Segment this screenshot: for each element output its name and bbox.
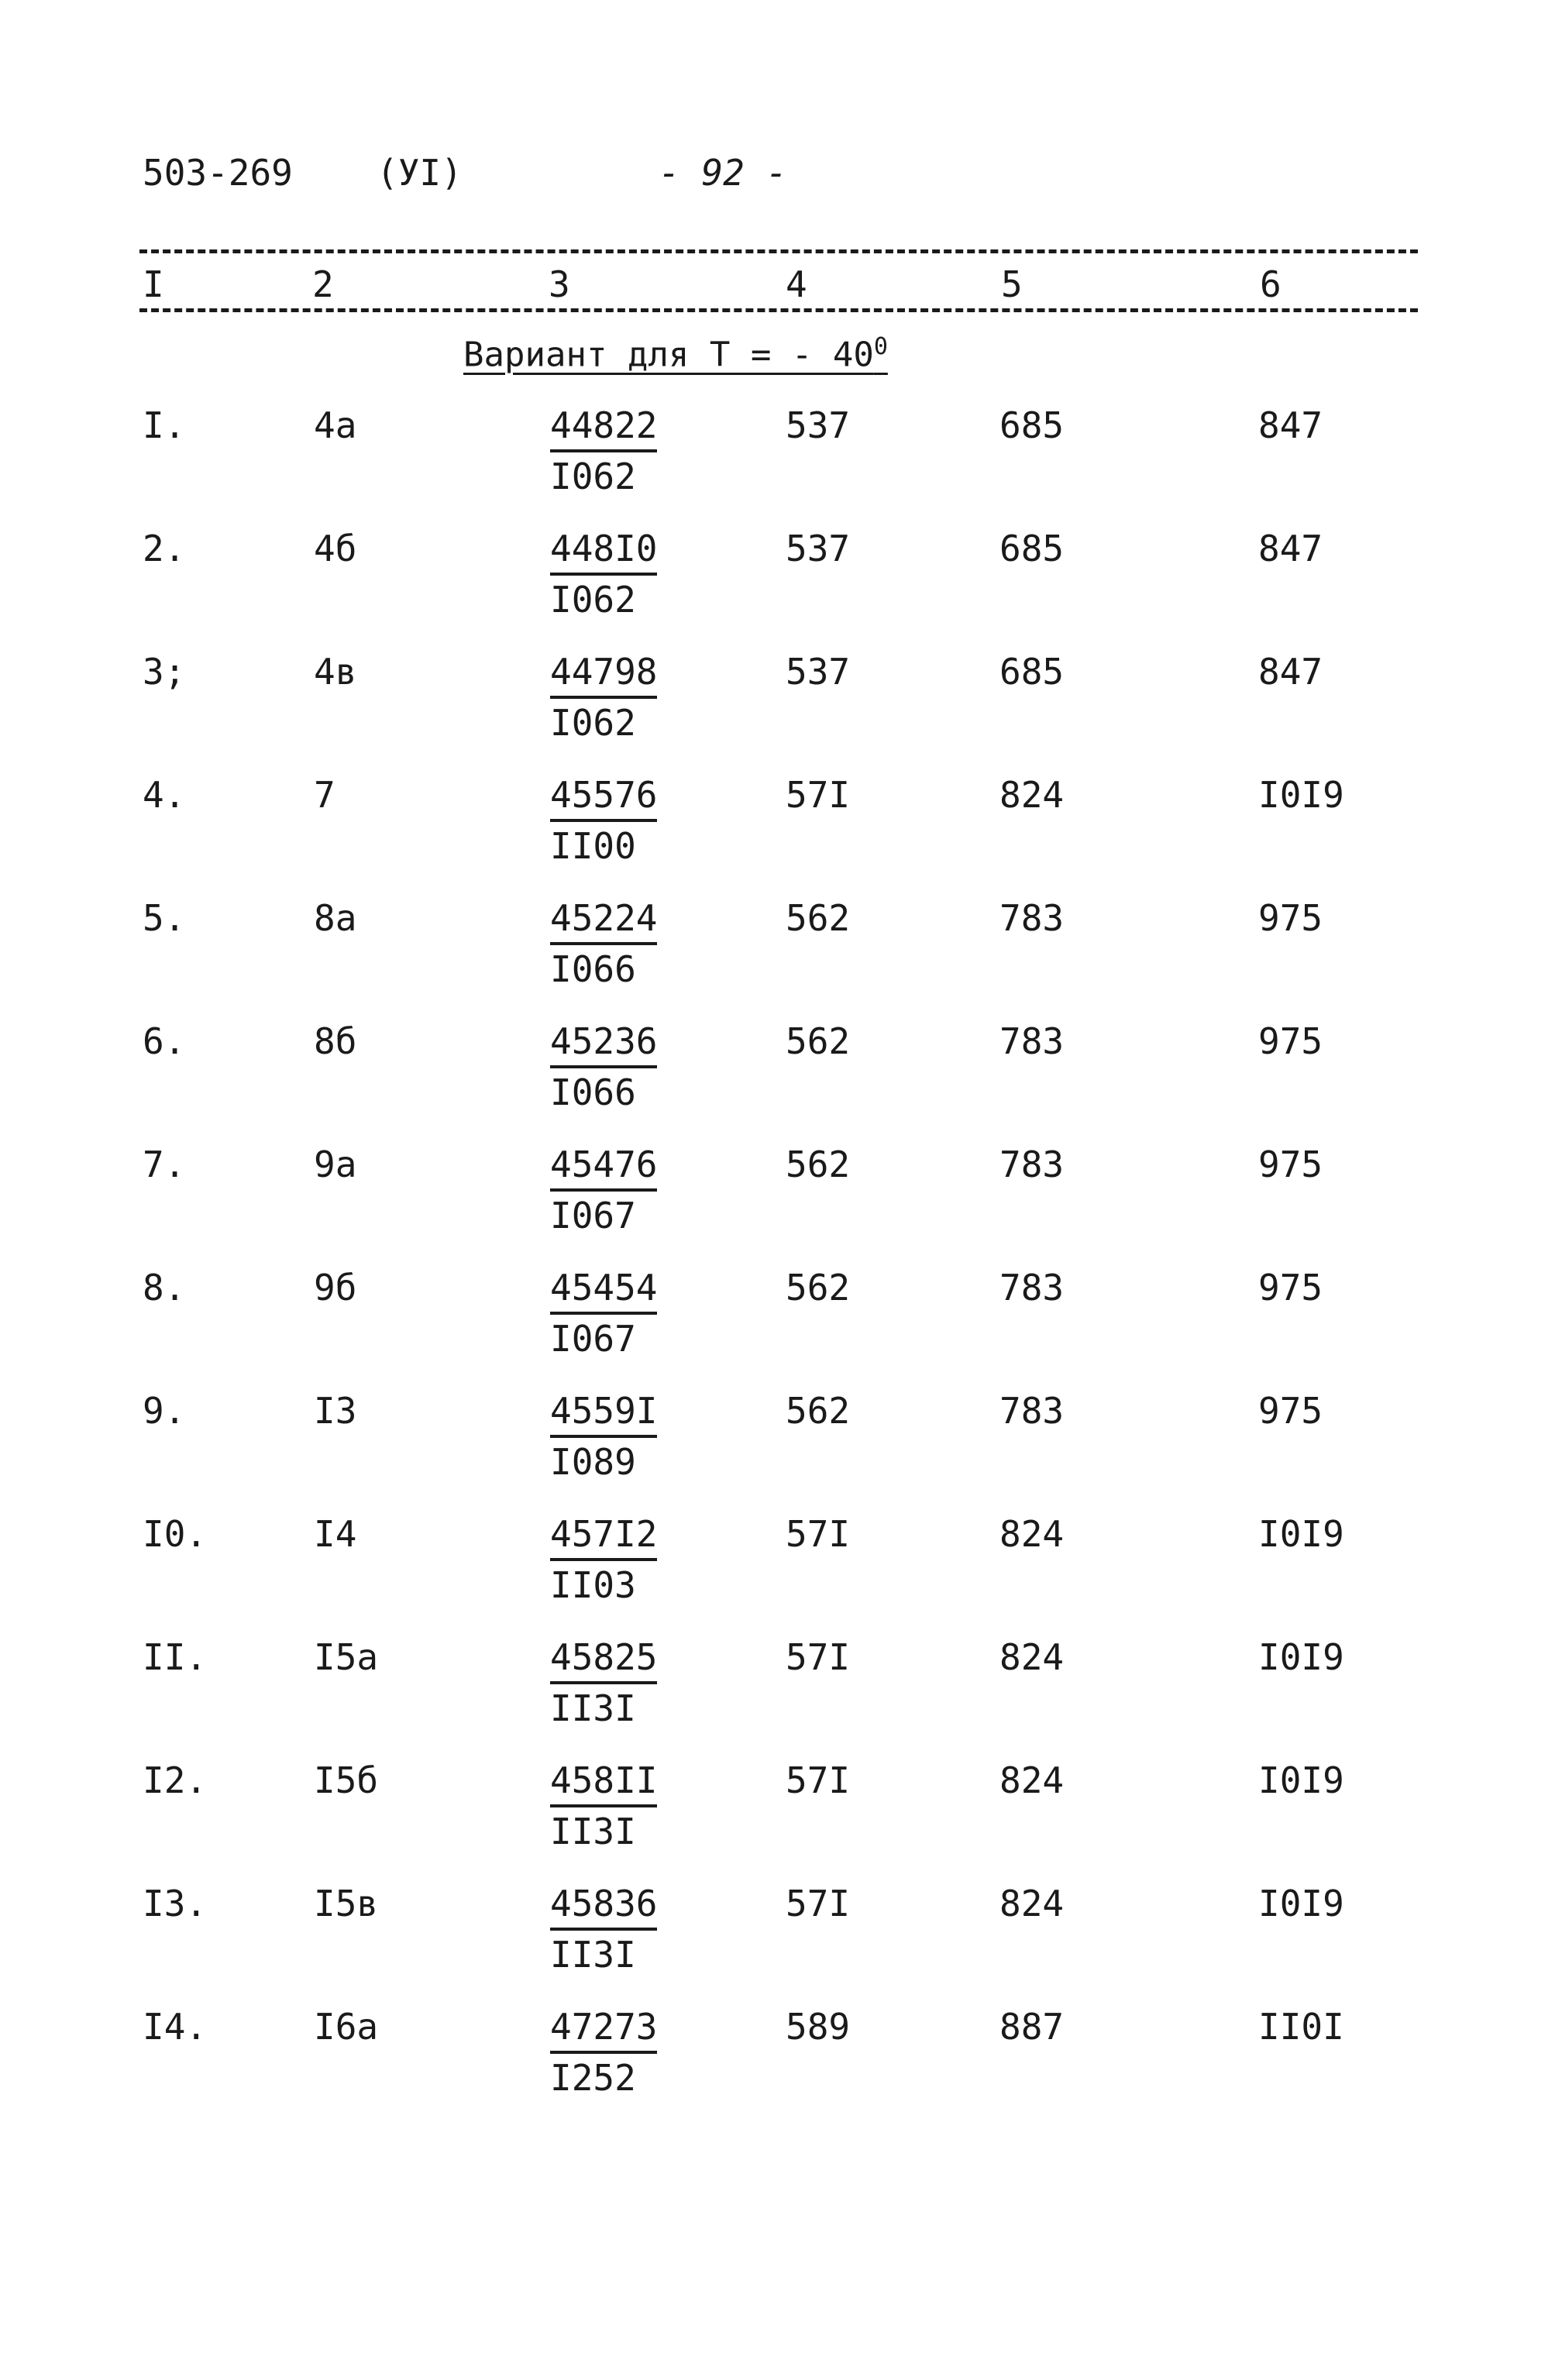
column-5-value: 824: [999, 1883, 1065, 1924]
table-row: [0, 1758, 1555, 1881]
row-identifier: I3: [314, 1390, 357, 1432]
fraction-denominator: I252: [550, 2057, 636, 2099]
column-5-value: 824: [999, 1759, 1065, 1801]
row-number: II.: [143, 1636, 208, 1678]
column-5-value: 783: [999, 1020, 1065, 1062]
column-6-value: 975: [1258, 1020, 1323, 1062]
fraction-value: [550, 896, 657, 993]
fraction-value: [550, 2004, 657, 2102]
row-identifier: 9б: [314, 1267, 357, 1309]
row-identifier: 8a: [314, 897, 357, 939]
column-6-value: 975: [1258, 1144, 1323, 1185]
fraction-numerator: 45224: [550, 896, 657, 945]
column-4-value: 562: [786, 1020, 851, 1062]
fraction-denominator: II3I: [550, 1687, 636, 1729]
fraction-numerator: 45825: [550, 1635, 657, 1684]
row-identifier: 4б: [314, 528, 357, 569]
column-4-value: 57I: [786, 1759, 851, 1801]
column-6-value: 975: [1258, 1267, 1323, 1309]
fraction-denominator: I062: [550, 456, 636, 497]
column-5-value: 783: [999, 1390, 1065, 1432]
column-4-value: 562: [786, 1144, 851, 1185]
row-identifier: 8б: [314, 1020, 357, 1062]
fraction-denominator: II3I: [550, 1934, 636, 1976]
page-number: - 92 -: [659, 152, 788, 194]
fraction-numerator: 44798: [550, 649, 657, 699]
column-number-6: 6: [1260, 263, 1281, 305]
column-6-value: II0I: [1258, 2006, 1344, 2048]
column-6-value: I0I9: [1258, 1636, 1344, 1678]
row-number: 2.: [143, 528, 186, 569]
table-row: [0, 1512, 1555, 1635]
fraction-value: [550, 1635, 657, 1732]
fraction-denominator: I066: [550, 948, 636, 990]
fraction-denominator: II00: [550, 825, 636, 867]
column-5-value: 824: [999, 774, 1065, 816]
column-6-value: I0I9: [1258, 1759, 1344, 1801]
column-5-value: 783: [999, 1144, 1065, 1185]
fraction-value: [550, 1758, 657, 1856]
fraction-numerator: 45576: [550, 772, 657, 822]
row-number: 6.: [143, 1020, 186, 1062]
row-identifier: I5б: [314, 1759, 379, 1801]
fraction-numerator: 45836: [550, 1881, 657, 1931]
row-number: I0.: [143, 1513, 208, 1555]
row-number: 8.: [143, 1267, 186, 1309]
column-4-value: 589: [786, 2006, 851, 2048]
fraction-denominator: II3I: [550, 1811, 636, 1852]
fraction-denominator: I062: [550, 702, 636, 744]
table-row: [0, 1388, 1555, 1512]
row-number: 7.: [143, 1144, 186, 1185]
table-row: [0, 526, 1555, 649]
variant-degree: 0: [873, 333, 888, 360]
column-number-1: I: [143, 263, 164, 305]
column-4-value: 537: [786, 528, 851, 569]
row-number: 3;: [143, 651, 186, 693]
row-identifier: I5в: [314, 1883, 379, 1924]
column-5-value: 783: [999, 897, 1065, 939]
column-6-value: I0I9: [1258, 774, 1344, 816]
variant-title-text: Вариант для T = - 40: [463, 335, 874, 375]
fraction-denominator: I067: [550, 1318, 636, 1360]
column-6-value: 975: [1258, 1390, 1323, 1432]
fraction-numerator: 44822: [550, 403, 657, 452]
column-6-value: I0I9: [1258, 1883, 1344, 1924]
row-identifier: I6a: [314, 2006, 379, 2048]
column-4-value: 537: [786, 651, 851, 693]
column-number-3: 3: [549, 263, 570, 305]
column-4-value: 562: [786, 897, 851, 939]
table-row: [0, 2004, 1555, 2127]
column-6-value: 847: [1258, 528, 1323, 569]
fraction-denominator: I067: [550, 1195, 636, 1236]
fraction-numerator: 448I0: [550, 526, 657, 576]
column-5-value: 685: [999, 404, 1065, 446]
row-identifier: 4a: [314, 404, 357, 446]
fraction-value: [550, 403, 657, 500]
table-row: [0, 403, 1555, 526]
row-identifier: 4в: [314, 651, 357, 693]
data-table: [0, 403, 1555, 2127]
fraction-value: [550, 1881, 657, 1979]
dashed-divider-top: [139, 249, 1418, 253]
row-number: I2.: [143, 1759, 208, 1801]
fraction-value: [550, 1512, 657, 1609]
table-row: [0, 1265, 1555, 1388]
column-4-value: 57I: [786, 774, 851, 816]
column-6-value: 847: [1258, 404, 1323, 446]
fraction-numerator: 45476: [550, 1142, 657, 1192]
column-5-value: 824: [999, 1636, 1065, 1678]
variant-title: [463, 333, 888, 375]
row-number: 4.: [143, 774, 186, 816]
document-code: 503-269: [143, 152, 293, 194]
column-number-5: 5: [1001, 263, 1023, 305]
table-row: [0, 1881, 1555, 2004]
table-row: [0, 772, 1555, 896]
column-4-value: 562: [786, 1390, 851, 1432]
fraction-value: [550, 772, 657, 870]
fraction-numerator: 45236: [550, 1019, 657, 1068]
column-number-2: 2: [312, 263, 334, 305]
row-number: I3.: [143, 1883, 208, 1924]
column-5-value: 685: [999, 651, 1065, 693]
column-4-value: 57I: [786, 1513, 851, 1555]
fraction-numerator: 45454: [550, 1265, 657, 1315]
table-row: [0, 1635, 1555, 1758]
column-6-value: I0I9: [1258, 1513, 1344, 1555]
fraction-value: [550, 1019, 657, 1116]
fraction-denominator: I062: [550, 579, 636, 621]
table-row: [0, 1019, 1555, 1142]
row-identifier: I5a: [314, 1636, 379, 1678]
row-number: 5.: [143, 897, 186, 939]
column-4-value: 562: [786, 1267, 851, 1309]
row-number: I4.: [143, 2006, 208, 2048]
fraction-value: [550, 1142, 657, 1240]
column-number-4: 4: [786, 263, 807, 305]
column-4-value: 57I: [786, 1883, 851, 1924]
row-number: I.: [143, 404, 186, 446]
column-4-value: 537: [786, 404, 851, 446]
fraction-numerator: 47273: [550, 2004, 657, 2054]
table-row: [0, 1142, 1555, 1265]
row-identifier: 9a: [314, 1144, 357, 1185]
fraction-numerator: 458II: [550, 1758, 657, 1807]
column-6-value: 847: [1258, 651, 1323, 693]
column-5-value: 887: [999, 2006, 1065, 2048]
column-4-value: 57I: [786, 1636, 851, 1678]
row-identifier: I4: [314, 1513, 357, 1555]
fraction-numerator: 4559I: [550, 1388, 657, 1438]
fraction-value: [550, 1265, 657, 1363]
document-series: (УI): [377, 152, 463, 194]
fraction-denominator: I066: [550, 1071, 636, 1113]
fraction-denominator: II03: [550, 1564, 636, 1606]
dashed-divider-bottom: [139, 308, 1418, 312]
fraction-numerator: 457I2: [550, 1512, 657, 1561]
table-row: [0, 649, 1555, 772]
column-5-value: 824: [999, 1513, 1065, 1555]
fraction-denominator: I089: [550, 1441, 636, 1483]
fraction-value: [550, 526, 657, 624]
column-5-value: 685: [999, 528, 1065, 569]
row-identifier: 7: [314, 774, 335, 816]
column-6-value: 975: [1258, 897, 1323, 939]
row-number: 9.: [143, 1390, 186, 1432]
fraction-value: [550, 649, 657, 747]
column-5-value: 783: [999, 1267, 1065, 1309]
fraction-value: [550, 1388, 657, 1486]
table-row: [0, 896, 1555, 1019]
